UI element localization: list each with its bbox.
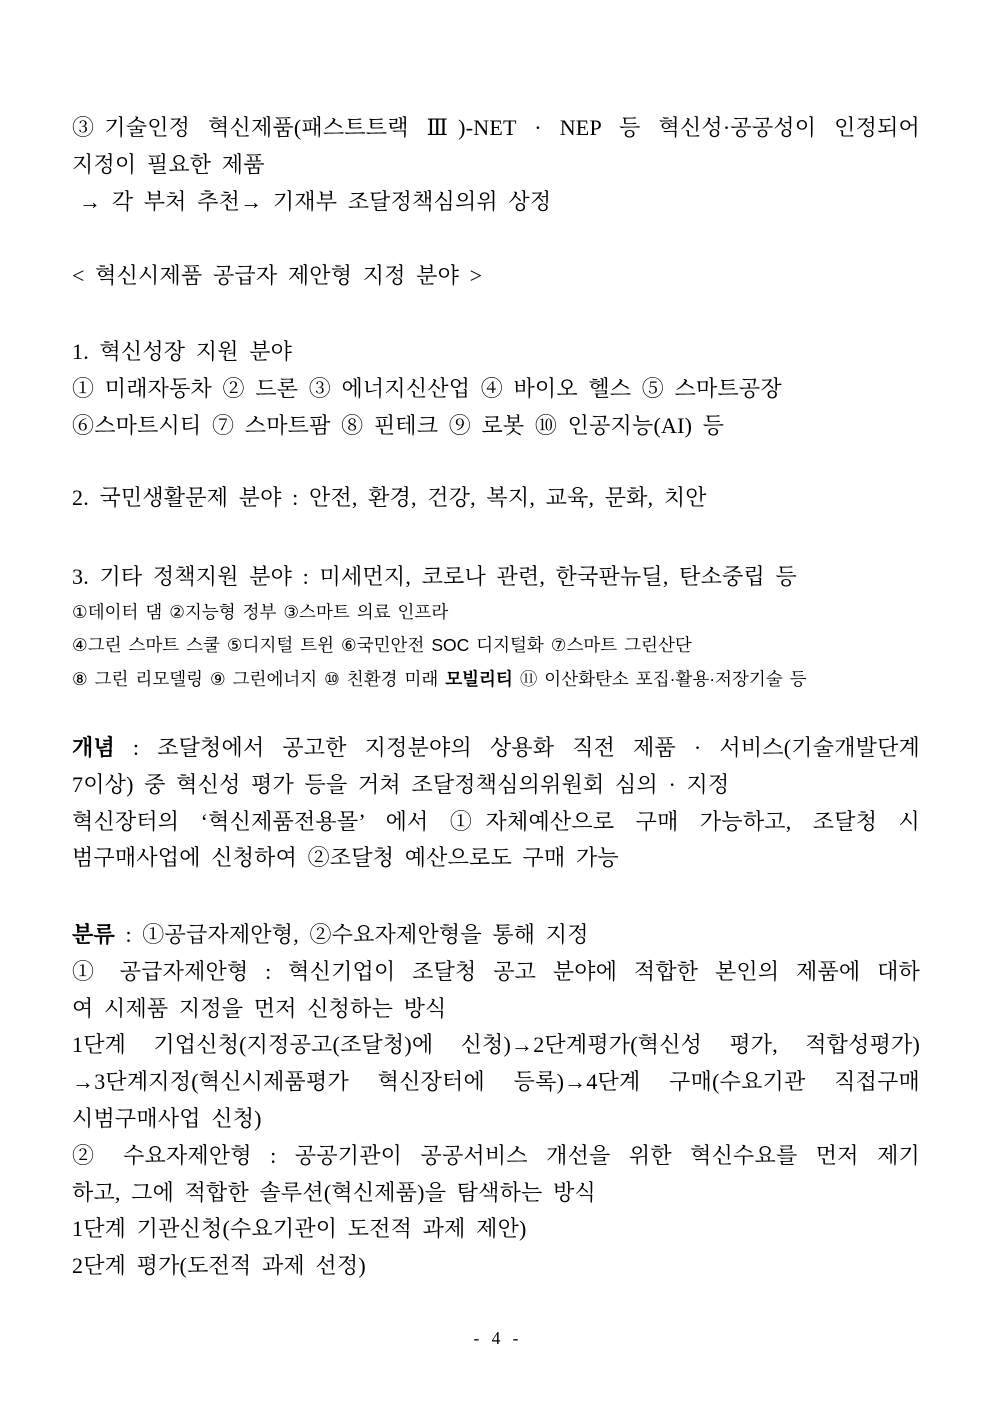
intro-line-2: 지정이 필요한 제품 xyxy=(72,151,265,177)
section-heading xyxy=(72,258,920,295)
policy-sub-1: ①데이터 댐 ②지능형 정부 ③스마트 의료 인프라 xyxy=(72,601,449,622)
concept-line-1 xyxy=(72,730,920,767)
policy-sub-3-bold: 모빌리티 xyxy=(445,668,513,689)
concept-paragraph xyxy=(72,730,920,877)
classify-line-1-rest: : ①공급자제안형, ②수요자제안형을 통해 지정 xyxy=(114,922,589,947)
classify-line-4: 1단계 기업신청(지정공고(조달청)에 신청)→2단계평가(혁신성 평가, 적합성평가) xyxy=(72,1032,920,1058)
classify-line-7: ② 수요자제안형 : 공공기관이 공공서비스 개선을 위한 혁신수요를 먼저 제기 xyxy=(72,1142,920,1168)
concept-line-1-rest: : 조달청에서 공고한 지정분야의 상용화 직전 제품 · 서비스(기술개발단계 xyxy=(114,735,920,760)
growth-section xyxy=(72,334,920,444)
classify-label: 분류 xyxy=(72,922,115,947)
concept-line-2: 7이상) 중 혁신성 평가 등을 거쳐 조달정책심의위원회 심의 · 지정 xyxy=(72,771,730,797)
classification-paragraph xyxy=(72,917,920,1285)
classify-line-6: 시범구매사업 신청) xyxy=(72,1105,262,1131)
policy-sub-2: ④그린 스마트 스쿨 ⑤디지털 트윈 ⑥국민안전 SOC 디지털화 ⑦스마트 그린산단 xyxy=(72,635,692,656)
classify-line-2: ① 공급자제안형 : 혁신기업이 조달청 공고 분야에 적합한 본인의 제품에 대하 xyxy=(72,958,920,984)
classify-line-3: 여 시제품 지정을 먼저 신청하는 방식 xyxy=(72,995,447,1021)
policy-sub-3 xyxy=(72,663,920,697)
intro-paragraph xyxy=(72,110,920,220)
growth-items-1: ① 미래자동차 ② 드론 ③ 에너지신산업 ④ 바이오 헬스 ⑤ 스마트공장 xyxy=(72,375,782,401)
concept-label: 개념 xyxy=(72,735,115,760)
intro-line-1: ③기술인정 혁신제품(패스트트랙 Ⅲ)-NET · NEP 등 혁신성·공공성이 인정되어 xyxy=(72,115,920,140)
policy-sub-3-pre: ⑧ 그린 리모델링 ⑨ 그린에너지 ⑩ 친환경 미래 xyxy=(72,668,446,689)
policy-section xyxy=(72,559,920,696)
heading-text: < 혁신시제품 공급자 제안형 지정 분야 > xyxy=(72,263,483,288)
growth-title: 1. 혁신성장 지원 분야 xyxy=(72,339,293,364)
life-section xyxy=(72,480,920,517)
policy-title: 3. 기타 정책지원 분야 : 미세먼지, 코로나 관련, 한국판뉴딜, 탄소중립 등 xyxy=(72,564,797,589)
classify-line-10: 2단계 평가(도전적 과제 선정) xyxy=(72,1253,366,1279)
policy-sub-3-post: ⑪ 이산화탄소 포집·활용·저장기술 등 xyxy=(512,668,807,689)
page-number: - 4 - xyxy=(473,1328,519,1348)
concept-line-4: 범구매사업에 신청하여 ②조달청 예산으로도 구매 가능 xyxy=(72,845,619,871)
classify-line-8: 하고, 그에 적합한 솔루션(혁신제품)을 탐색하는 방식 xyxy=(72,1179,596,1205)
life-title: 2. 국민생활문제 분야 : 안전, 환경, 건강, 복지, 교육, 문화, 치안 xyxy=(72,485,707,510)
concept-line-3: 혁신장터의 ‘혁신제품전용몰’ 에서 ①자체예산으로 구매 가능하고, 조달청 시 xyxy=(72,808,920,834)
classify-line-9: 1단계 기관신청(수요기관이 도전적 과제 제안) xyxy=(72,1216,527,1242)
classify-line-1 xyxy=(72,917,920,954)
growth-items-2: ⑥스마트시티 ⑦ 스마트팜 ⑧ 핀테크 ⑨ 로봇 ⑩ 인공지능(AI) 등 xyxy=(72,412,725,438)
intro-line-arrow: → 각 부처 추천→ 기재부 조달정책심의위 상정 xyxy=(79,188,552,214)
classify-line-5: →3단계지정(혁신시제품평가 혁신장터에 등록)→4단계 구매(수요기관 직접구매 xyxy=(72,1069,920,1095)
